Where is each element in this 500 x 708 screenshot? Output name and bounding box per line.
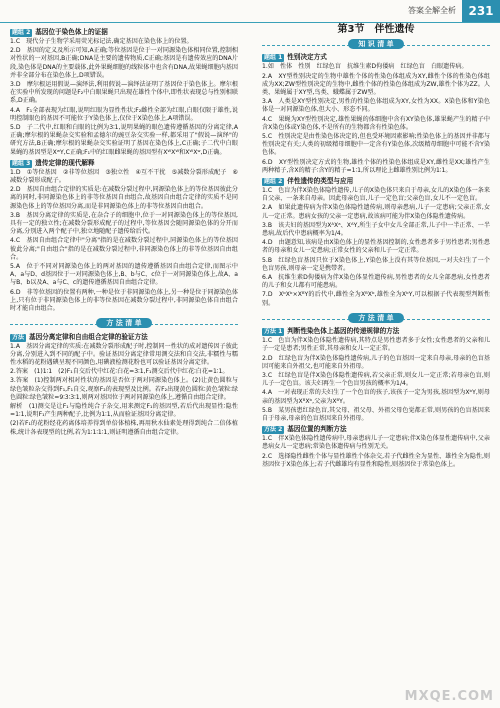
answer-paragraph: 3.答案 (1)控制两对相对性状的基因是否位于两对同源染色体上。(2)让黄色圆粒与绿色皱粒杂交得到F₁,F₁自交,观察F₂的表现型及比例。若F₂出现黄色圆粒∶黄色皱粒∶绿色圆粒∶绿色皱粒=9∶3∶3∶1,则两对基因位于两对同源染色体上,遵循自由组合定律。 xyxy=(10,377,238,401)
answer-paragraph: 6.D XY型性别决定方式的生物,雄性个体的性染色体组成是XY,雌性是XX;雄性产生两种精子,含X的精子∶含Y的精子=1∶1,所以理论上雌雄性别比例为1∶1。 xyxy=(262,158,490,174)
topic-tag: 题组 3 xyxy=(12,159,31,167)
page-number: 231 xyxy=(462,0,500,22)
topic-title: 遗传定律的现代解释 xyxy=(35,158,95,167)
topic-heading xyxy=(10,28,238,37)
answer-paragraph: 4.A 一对表现正常的夫妇生了一个色盲的孩子,该孩子一定为男孩,基因型为XᵇY,则母亲的基因型为XᴮXᵇ,父亲为XᴮY。 xyxy=(262,389,490,405)
answer-paragraph: 2.C 选择隐性雌性个体与显性雄性个体杂交,若子代雌性全为显性、雄性全为隐性,则基因位于X染色体上;若子代雌雄均有显性和隐性,则基因位于常染色体上。 xyxy=(262,452,490,468)
answer-paragraph: 4.D 由题意知,该病是由X染色体上的显性基因控制的,女性患者多于男性患者;男性患者的母亲和女儿一定患病;正常女性的父亲和儿子一定正常。 xyxy=(262,239,490,255)
method-heading xyxy=(262,425,490,434)
topic-heading xyxy=(262,53,490,62)
topic-heading xyxy=(10,159,238,168)
answer-paragraph: 1.C 色盲为伴X染色体隐性遗传,儿子的X染色体只来自于母亲,女儿的X染色体一条来自父亲、一条来自母亲。因此母亲色盲,儿子一定色盲;父亲色盲,女儿不一定色盲。 xyxy=(262,187,490,203)
answer-paragraph: 5.B 某男孩患红绿色盲,其父母、祖父母、外祖父母色觉都正常,则男孩的色盲基因来自于母亲,母亲的色盲基因来自外祖母。 xyxy=(262,406,490,422)
answer-paragraph: 5.A 位于不同对同源染色体上的两对基因的遗传遵循基因自由组合定律,而图示中A、a与D、d基因位于一对同源染色体上,B、b与C、c位于一对同源染色体上,故A、a与B、b以及A、a与C、c的遗传遵循基因自由组合定律。 xyxy=(10,263,238,287)
book-title: 答案全解全析 xyxy=(408,6,456,15)
answer-paragraph: 1.A 基因分离定律的实质:在减数分裂形成配子时,控制同一性状的成对遗传因子彼此分离,分别进入到不同的配子中。验证基因分离定律常用测交法和自交法,非糯性与糯性水稻的花粉遇碘呈现不同颜色,用碘液检测花粉也可以验证基因分离定律。 xyxy=(10,342,238,366)
answer-paragraph: 3.B 该夫妇的基因型为XᴬXᵃ、XᴬY,所生子女中女儿全部正常,儿子中一半正常、一半患病,故后代中患病概率为1/4。 xyxy=(262,221,490,238)
answer-paragraph: 1.C 现代分子生物学采用荧光标记法,确定基因在染色体上的位置。 xyxy=(10,38,193,45)
topic-title: 伴性遗传的类型与应用 xyxy=(287,177,354,186)
answer-paragraph: 解析 (1)测交是让F₁与隐性纯合子杂交,用来测定F₁的基因型,若后代出现显性∶隐性=1∶1,说明F₁产生两种配子,比例为1∶1,从而验证基因分离定律。 xyxy=(10,402,238,419)
topic-title: 基因位于染色体上的证据 xyxy=(35,28,108,36)
topic-tag: 题组 2 xyxy=(264,178,283,186)
answer-paragraph: 2.D 基因自由组合定律的实质是:在减数分裂过程中,同源染色体上的等位基因彼此分离的同时,非同源染色体上的非等位基因自由组合,故基因自由组合定律的实质不是同源染色体上的等位基因分离,而是非同源染色体上的非等位基因自由组合。 xyxy=(10,186,238,210)
answer-paragraph: 4.C 基因自由组合定律中"分离"指的是在减数分裂过程中,同源染色体上的等位基因彼此分离;"自由组合"指的是在减数分裂过程中,非同源染色体上的非等位基因自由组合。 xyxy=(10,237,238,261)
answer-paragraph: 2.A 如果此遗传病为伴X染色体隐性遗传病,则母亲患病,儿子一定患病;父亲正常,女儿一定正常。患病女孩的父亲一定患病,故该病可能为伴X染色体隐性遗传病。 xyxy=(262,204,490,220)
answer-paragraph: 5.C 性别决定是由性染色体决定的,但也受环境因素影响;性染色体上的基因并非都与性别决定有关;人类的初级精母细胞中一定含有Y染色体,次级精母细胞中可能不含Y染色体。 xyxy=(262,133,490,157)
answer-paragraph: 3.B 基因分离定律的实质是,在杂合子的细胞中,位于一对同源染色体上的等位基因,具有一定的独立性;在减数分裂形成配子的过程中,等位基因会随同源染色体的分开而分离,分别进入两个配子中,独立地随配子遗传给后代。 xyxy=(10,211,238,236)
watermark: MXQE.COM xyxy=(404,689,494,704)
answer-paragraph: 4.C 果蝇为XY型性别决定,雄性果蝇的体细胞中含有XY染色体,雄果蝇产生的精子中含X染色体或Y染色体,不是所有的生物都含有性染色体。 xyxy=(262,115,490,131)
answer-paragraph: 1.C 伴X染色体隐性遗传病中,母亲患病儿子一定患病;伴X染色体显性遗传病中,父亲患病女儿一定患病;常染色体遗传病与性别无关。 xyxy=(262,435,490,451)
answer-paragraph: 2.答案 (1)1∶1 (2)F₁自交后代中红花∶白花=3∶1,F₁测交后代中红花∶白花=1∶1。 xyxy=(10,368,229,376)
method-tag: 方法 xyxy=(12,333,25,341)
answer-paragraph: 1.如 性体 性别 红绿色盲 抗维生素D佝偻病 红绿色盲 白眼遗传病。 xyxy=(262,63,468,71)
method-tag: 方法 2 xyxy=(264,426,283,434)
method-title: 基因分离定律和自由组合定律的验证方法 xyxy=(29,332,148,341)
answer-paragraph: 7.D XᵇXᵇ×XᴮY的后代中,雌性全为XᴮXᵇ,雄性全为XᵇY,可以根据子代表现型判断性别。 xyxy=(262,291,490,307)
method-heading xyxy=(10,333,238,342)
topic-heading xyxy=(262,177,490,186)
answer-paragraph: (2)若F₁的花粉经花药离体培养得到单倍体植株,再用秋水仙素处理得到纯合二倍体植株,统计各表现型的比例,若为1∶1∶1∶1,则证明遵循自由组合定律。 xyxy=(10,420,238,436)
left-column xyxy=(10,26,238,438)
method-heading xyxy=(262,327,490,336)
answer-paragraph: 2.D 基因的定义及所示可知,A正确;等位基因是位于一对同源染色体相同位置,控制相对性状的一对基因,B正确;DNA是主要的遗传物质,C正确;基因是有遗传效应的DNA片段,染色体是DNA的主要载体,此外果蝇细胞的线粒体中也含有DNA,故果蝇细胞内基因并非全部分布在染色体上,D项错误。 xyxy=(10,47,238,79)
answer-paragraph: 2.A XY型性别决定的生物中雄性个体的性染色体组成为XY,雌性个体的性染色体组成为XX;ZW型性别决定的生物中,雌性个体的性染色体组成为ZW,雄性个体为ZZ。人类、果蝇属于XY型,鸟类、蛾蝶属于ZW型。 xyxy=(262,72,490,97)
topic-title: 性别决定方式 xyxy=(287,53,327,62)
answer-paragraph: 4.A F₁全部表现为红眼,说明红眼为显性性状;F₂雌性全部为红眼,白眼仅限于雄性,说明控制眼色的基因不可能位于Y染色体上,仅位于X染色体上,A项错误。 xyxy=(10,106,238,122)
method-tag: 方法 1 xyxy=(264,328,283,336)
answer-paragraph: 5.B 红绿色盲基因只位于X染色体上,Y染色体上没有其等位基因,一对夫妇生了一个色盲男孩,则母亲一定是携带者。 xyxy=(262,256,490,272)
method-title: 判断性染色体上基因的传递规律的方法 xyxy=(287,327,400,336)
methods-banner: 方 法 清 单 xyxy=(262,314,490,323)
page-header xyxy=(0,0,500,23)
answer-paragraph: 3.C 红绿色盲是伴X染色体隐性遗传病,若父亲正常,则女儿一定正常;若母亲色盲,则儿子一定色盲。该夫妇再生一个色盲男孩的概率为1/4。 xyxy=(262,371,490,388)
method-title: 基因位置的判断方法 xyxy=(287,425,347,434)
answer-paragraph: 2.D 红绿色盲为伴X染色体隐性遗传病,儿子的色盲基因一定来自母亲,母亲的色盲基因可能来自外祖父,也可能来自外祖母。 xyxy=(262,354,490,370)
answer-paragraph: 5.D 子二代中,红眼和白眼的比例为3∶1,说明果蝇的眼色遗传遵循基因的分离定律,A正确;摩尔根的果蝇杂交实验和孟德尔的豌豆杂交实验一样,都采用了"假说—演绎"的研究方法,B正确;摩尔根的果蝇杂交实验证明了基因在染色体上,C正确;子二代中白眼果蝇的基因型是XʷY,C正确;F₁中的红眼雌果蝇的基因型有XᵂXᵂ和XᵂXʷ,D正确。 xyxy=(10,124,238,156)
knowledge-banner: 知 识 清 单 xyxy=(262,40,490,49)
answer-paragraph: 3.D 摩尔根运用假说—演绎法,利用假说—演绎法证明了基因位于染色体上。摩尔根在实验中所发现的问题是F₂中白眼果蝇只出现在雄性个体中,即性状表现总与性别相联系,D正确。 xyxy=(10,81,238,105)
answer-paragraph: 3.A 人类是XY型性别决定,男性的性染色体组成为XY,女性为XX。X染色体和Y染色体是一对同源染色体,但大小、形态不同。 xyxy=(262,98,490,114)
answer-paragraph: 6.A 抗维生素D佝偻病为伴X染色体显性遗传病,男性患者的女儿全部患病,女性患者的儿子和女儿都有可能患病。 xyxy=(262,274,490,290)
methods-banner: 方 法 清 单 xyxy=(10,319,238,328)
topic-tag: 题组 1 xyxy=(264,54,283,62)
right-column xyxy=(262,26,490,470)
answer-paragraph: 6.D 非等位基因的位置有两种,一种是位于非同源染色体上,另一种是位于同源染色体上,只有位于非同源染色体上的非等位基因在减数分裂过程中,非同源染色体自由组合时才能自由组合。 xyxy=(10,288,238,313)
answer-paragraph: 1.D ①等位基因 ②非等位基因 ③独立性 ④互不干扰 ⑤减数分裂形成配子 ⑥减数分裂形成配子。 xyxy=(10,168,238,185)
section-title: 第3节 伴性遗传 xyxy=(337,24,415,35)
answer-paragraph: 1.C 色盲为伴X染色体隐性遗传病,其特点是男性患者多于女性;女性患者的父亲和儿子一定是患者;男性正常,其母亲和女儿一定正常。 xyxy=(262,337,490,353)
topic-tag: 题组 2 xyxy=(12,29,31,36)
